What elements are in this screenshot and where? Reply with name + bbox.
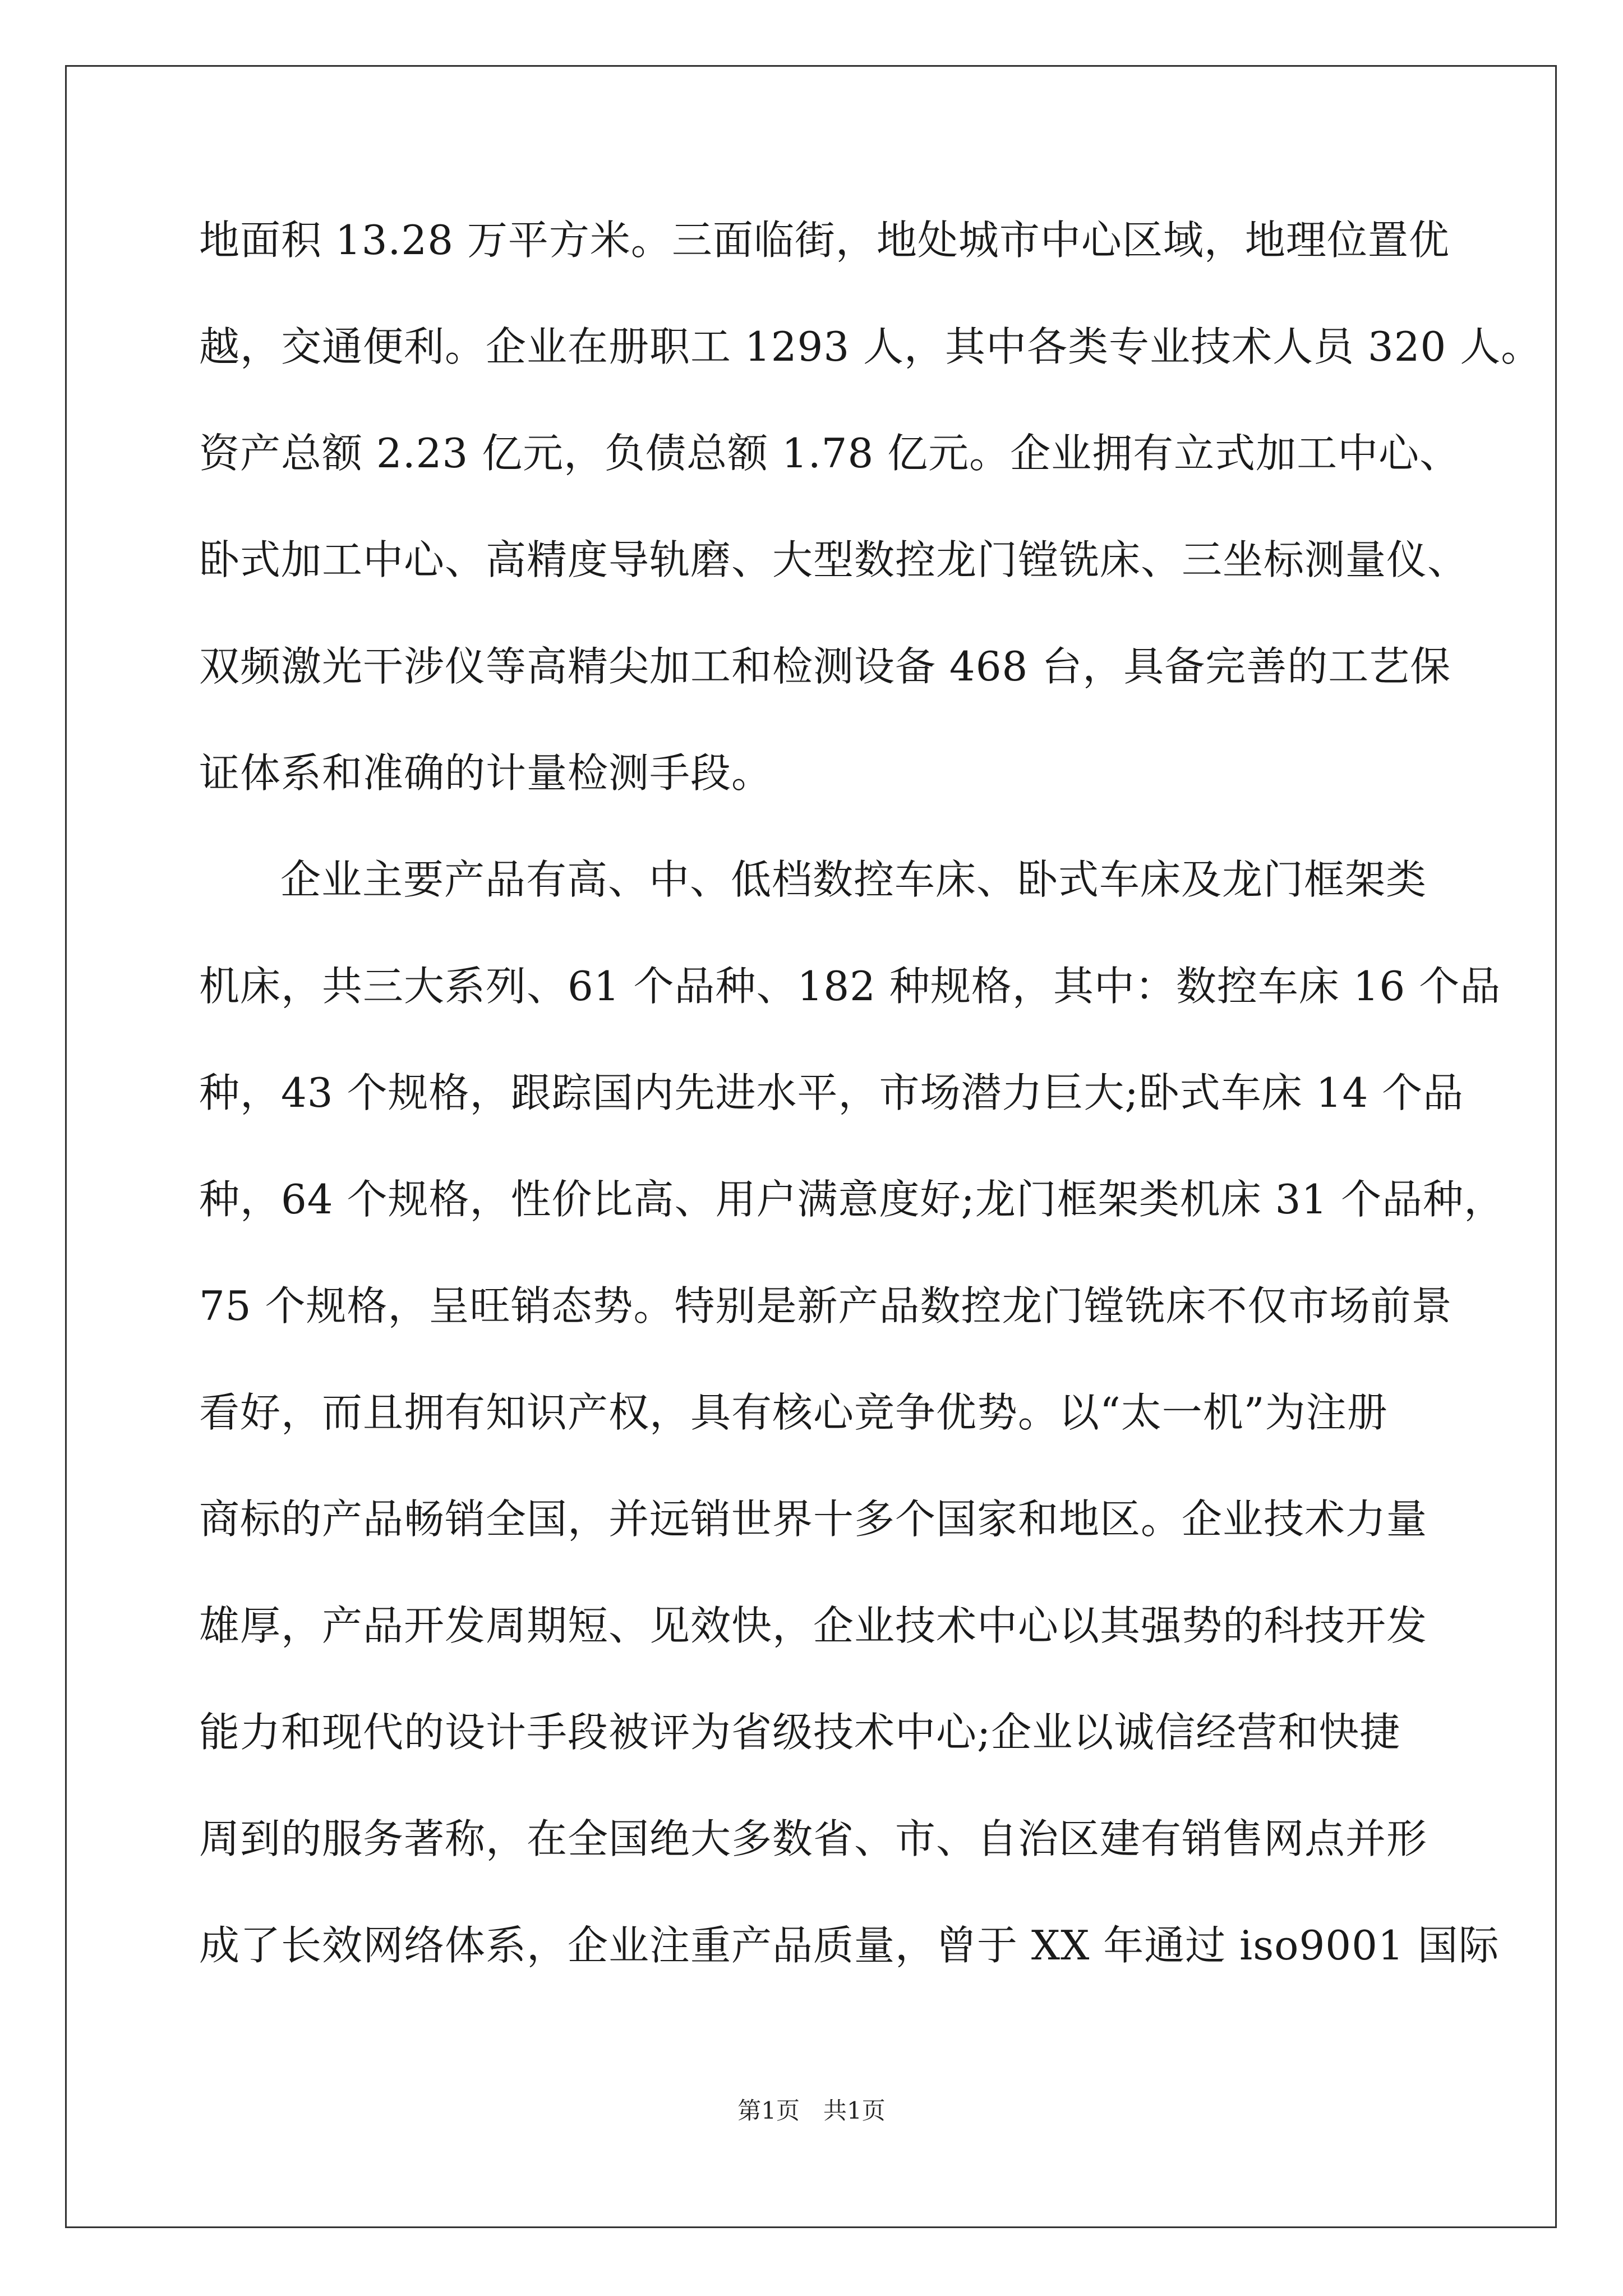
paragraph-1-line-1: 地面积 13.28 万平方米。三面临街，地处城市中心区域，地理位置优 — [199, 217, 1450, 264]
paragraph-2-line-10: 周到的服务著称，在全国绝大多数省、市、自治区建有销售网点并形 — [199, 1815, 1428, 1862]
paragraph-2-line-2: 机床，共三大系列、61 个品种、182 种规格，其中：数控车床 16 个品 — [199, 963, 1501, 1010]
page-footer: 第1页 共1页 — [737, 2097, 886, 2124]
paragraph-2-line-3: 种，43 个规格，跟踪国内先进水平，市场潜力巨大;卧式车床 14 个品 — [199, 1069, 1464, 1116]
document-body — [199, 217, 1542, 2032]
paragraph-2-line-4: 种，64 个规格，性价比高、用户满意度好;龙门框架类机床 31 个品种， — [199, 1176, 1505, 1223]
paragraph-2-line-9: 能力和现代的设计手段被评为省级技术中心;企业以诚信经营和快捷 — [199, 1709, 1401, 1756]
paragraph-2-line-5: 75 个规格，呈旺销态势。特别是新产品数控龙门镗铣床不仅市场前景 — [199, 1282, 1453, 1329]
paragraph-2-line-8: 雄厚，产品开发周期短、见效快，企业技术中心以其强势的科技开发 — [199, 1602, 1428, 1649]
paragraph-2-line-6: 看好，而且拥有知识产权，具有核心竞争优势。以“太一机”为注册 — [199, 1389, 1388, 1436]
paragraph-1-line-6: 证体系和准确的计量检测手段。 — [199, 749, 773, 797]
paragraph-1-line-5: 双频激光干涉仪等高精尖加工和检测设备 468 台，具备完善的工艺保 — [199, 643, 1451, 690]
paragraph-1-line-4: 卧式加工中心、高精度导轨磨、大型数控龙门镗铣床、三坐标测量仪、 — [199, 536, 1469, 583]
paragraph-2-line-11: 成了长效网络体系，企业注重产品质量，曾于 XX 年通过 iso9001 国际 — [199, 1922, 1500, 1969]
paragraph-2-line-1: 企业主要产品有高、中、低档数控车床、卧式车床及龙门框架类 — [280, 856, 1427, 903]
paragraph-2-line-7: 商标的产品畅销全国，并远销世界十多个国家和地区。企业技术力量 — [199, 1496, 1428, 1543]
paragraph-1-line-3: 资产总额 2.23 亿元，负债总额 1.78 亿元。企业拥有立式加工中心、 — [199, 430, 1461, 477]
paragraph-1-line-2: 越，交通便利。企业在册职工 1293 人，其中各类专业技术人员 320 人。 — [199, 323, 1542, 370]
